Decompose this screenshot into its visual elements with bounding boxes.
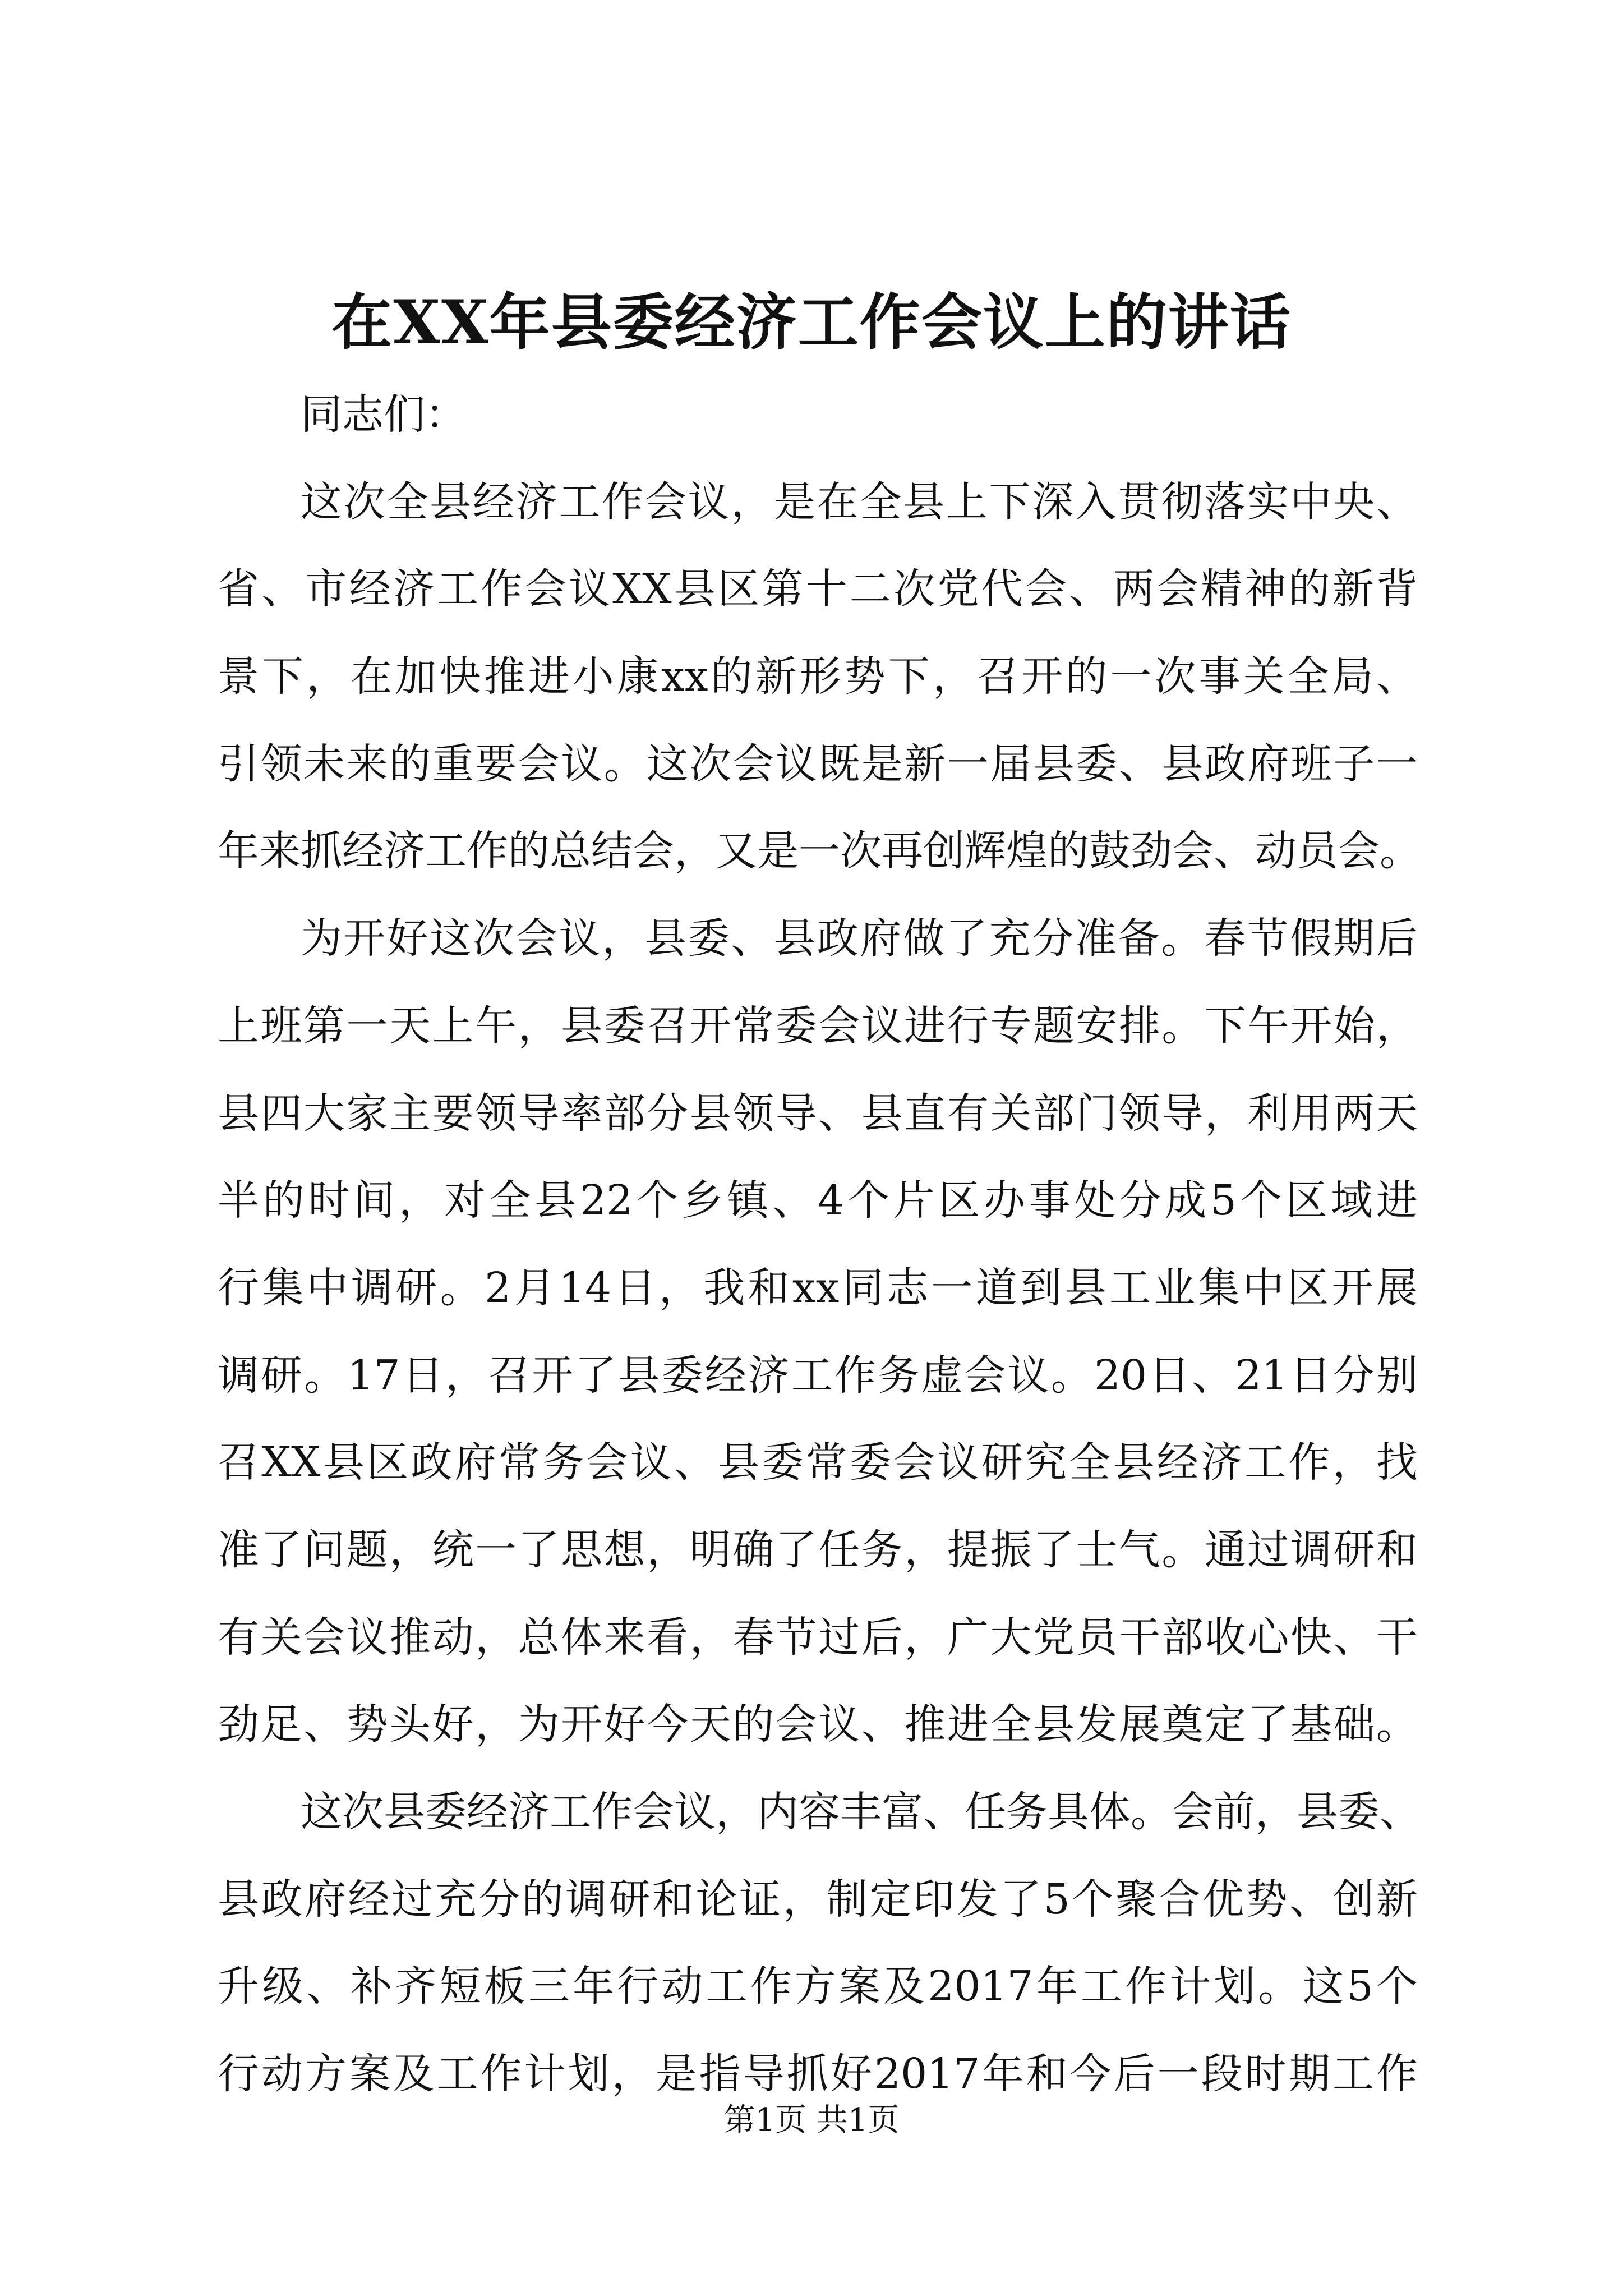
paragraph-2-line-1: 为开好这次会议，县委、县政府做了充分准备。春节假期后 bbox=[301, 914, 1418, 963]
paragraph-1-line-5: 年来抓经济工作的总结会，又是一次再创辉煌的鼓劲会、动员会。 bbox=[218, 827, 1421, 876]
paragraph-3-line-2: 县政府经过充分的调研和论证，制定印发了5个聚合优势、创新 bbox=[218, 1875, 1418, 1924]
paragraph-2-line-6: 调研。17日，召开了县委经济工作务虚会议。20日、21日分别 bbox=[218, 1351, 1418, 1400]
paragraph-2-line-10: 劲足、势头好，为开好今天的会议、推进全县发展奠定了基础。 bbox=[218, 1700, 1418, 1749]
paragraph-2-line-7: 召XX县区政府常务会议、县委常委会议研究全县经济工作，找 bbox=[218, 1438, 1418, 1487]
paragraph-1-line-1: 这次全县经济工作会议，是在全县上下深入贯彻落实中央、 bbox=[301, 477, 1418, 526]
paragraph-2-line-2: 上班第一天上午，县委召开常委会议进行专题安排。下午开始， bbox=[218, 1001, 1418, 1050]
paragraph-3-line-3: 升级、补齐短板三年行动工作方案及2017年工作计划。这5个 bbox=[218, 1962, 1418, 2011]
paragraph-2-line-5: 行集中调研。2月14日，我和xx同志一道到县工业集中区开展 bbox=[218, 1263, 1418, 1312]
paragraph-2-line-3: 县四大家主要领导率部分县领导、县直有关部门领导，利用两天 bbox=[218, 1089, 1418, 1138]
paragraph-2-line-9: 有关会议推动，总体来看，春节过后，广大党员干部收心快、干 bbox=[218, 1613, 1418, 1662]
paragraph-3-line-4: 行动方案及工作计划，是指导抓好2017年和今后一段时期工作 bbox=[218, 2050, 1418, 2099]
paragraph-1-line-2: 省、市经济工作会议XX县区第十二次党代会、两会精神的新背 bbox=[218, 565, 1418, 614]
document-title: 在XX年县委经济工作会议上的讲话 bbox=[331, 287, 1292, 358]
salutation: 同志们： bbox=[301, 390, 467, 439]
page-footer: 第1页 共1页 bbox=[723, 2102, 900, 2138]
paragraph-1-line-4: 引领未来的重要会议。这次会议既是新一届县委、县政府班子一 bbox=[218, 739, 1418, 788]
paragraph-2-line-8: 准了问题，统一了思想，明确了任务，提振了士气。通过调研和 bbox=[218, 1525, 1418, 1574]
paragraph-1-line-3: 景下，在加快推进小康xx的新形势下，召开的一次事关全局、 bbox=[218, 652, 1418, 701]
paragraph-2-line-4: 半的时间，对全县22个乡镇、4个片区办事处分成5个区域进 bbox=[218, 1176, 1418, 1225]
paragraph-3-line-1: 这次县委经济工作会议，内容丰富、任务具体。会前，县委、 bbox=[301, 1788, 1421, 1836]
document-body bbox=[218, 371, 1421, 2118]
